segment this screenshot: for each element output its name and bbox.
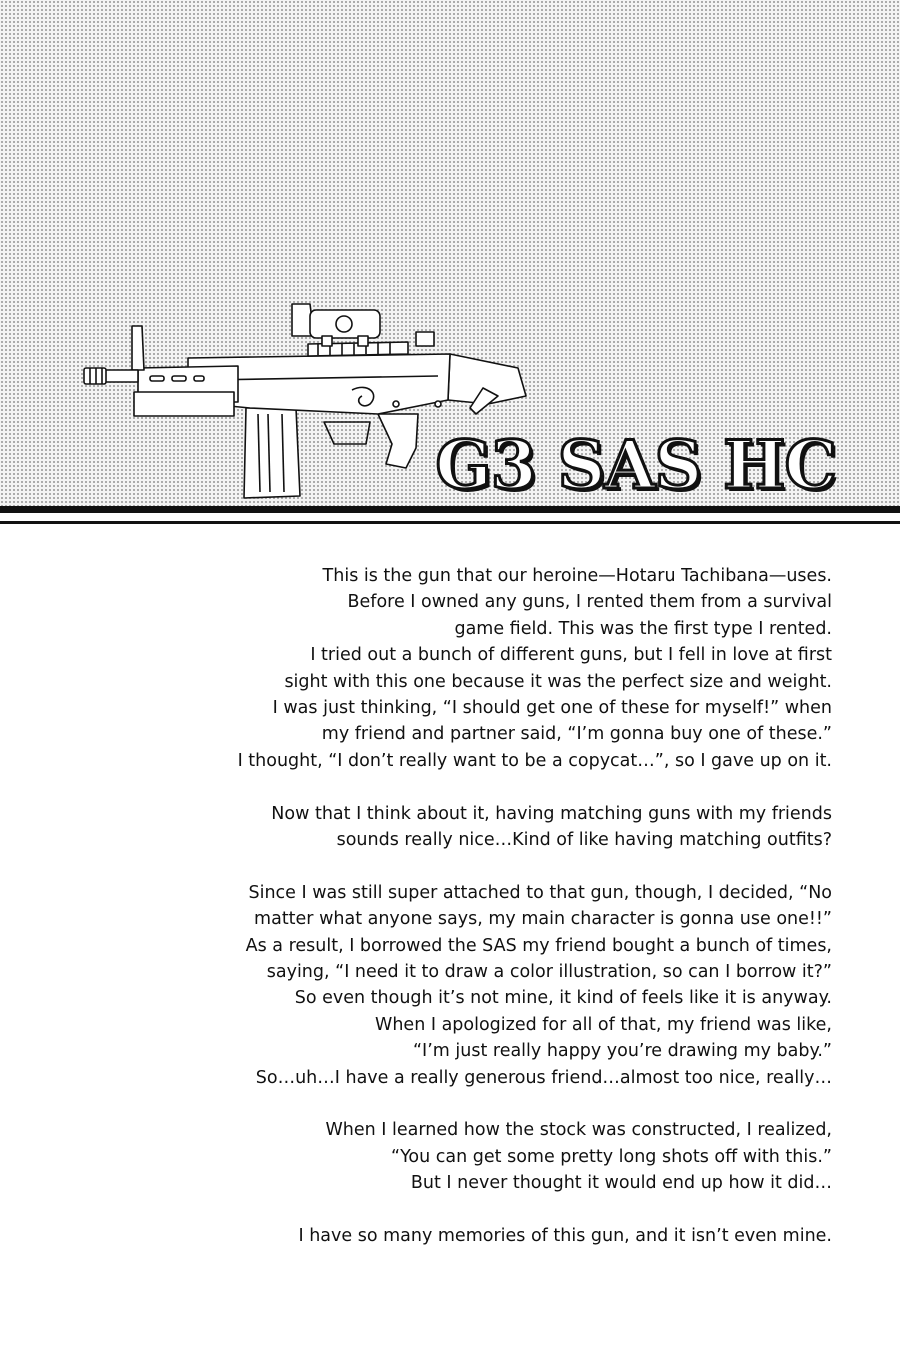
text-line: As a result, I borrowed the SAS my friend bought a bunch of times, [245, 935, 832, 956]
text-line: So even though it’s not mine, it kind of feels like it is anyway. [294, 988, 832, 1009]
text-line: “You can get some pretty long shots off with this.” [391, 1146, 832, 1167]
paragraph [192, 563, 832, 774]
afterword-text [192, 563, 832, 1250]
text-line: This is the gun that our heroine—Hotaru Tachibana—uses. [322, 566, 832, 586]
text-line: sight with this one because it was the perfect size and weight. [284, 671, 832, 692]
text-line: saying, “I need it to draw a color illustration, so can I borrow it?” [266, 962, 832, 983]
text-line: game field. This was the first type I rented. [454, 618, 832, 639]
paragraph [192, 801, 832, 854]
page-title: G3 SAS HC [435, 426, 836, 504]
divider-thick [0, 506, 900, 513]
text-line: When I apologized for all of that, my friend was like, [375, 1014, 832, 1035]
text-line: “I’m just really happy you’re drawing my baby.” [412, 1041, 832, 1062]
text-line: I thought, “I don’t really want to be a copycat…”, so I gave up on it. [237, 750, 832, 771]
text-line: sounds really nice…Kind of like having matching outfits? [336, 830, 832, 851]
text-line: my friend and partner said, “I’m gonna buy one of these.” [321, 724, 832, 745]
paragraph [192, 1117, 832, 1196]
text-line: I tried out a bunch of different guns, but I fell in love at first [310, 645, 832, 666]
text-line: So…uh…I have a really generous friend…almost too nice, really… [255, 1067, 832, 1088]
divider-thin [0, 521, 900, 524]
text-line: But I never thought it would end up how it did… [410, 1173, 832, 1194]
text-line: I was just thinking, “I should get one of these for myself!” when [272, 698, 832, 719]
text-line: I have so many memories of this gun, and it isn’t even mine. [298, 1226, 832, 1247]
text-line: When I learned how the stock was constructed, I realized, [325, 1120, 832, 1141]
text-line: matter what anyone says, my main character is gonna use one!!” [254, 909, 832, 930]
text-line: Before I owned any guns, I rented them from a survival [347, 592, 832, 613]
text-line: Now that I think about it, having matching guns with my friends [271, 803, 832, 824]
paragraph [192, 1223, 832, 1249]
paragraph [192, 880, 832, 1091]
text-line: Since I was still super attached to that gun, though, I decided, “No [248, 882, 832, 903]
